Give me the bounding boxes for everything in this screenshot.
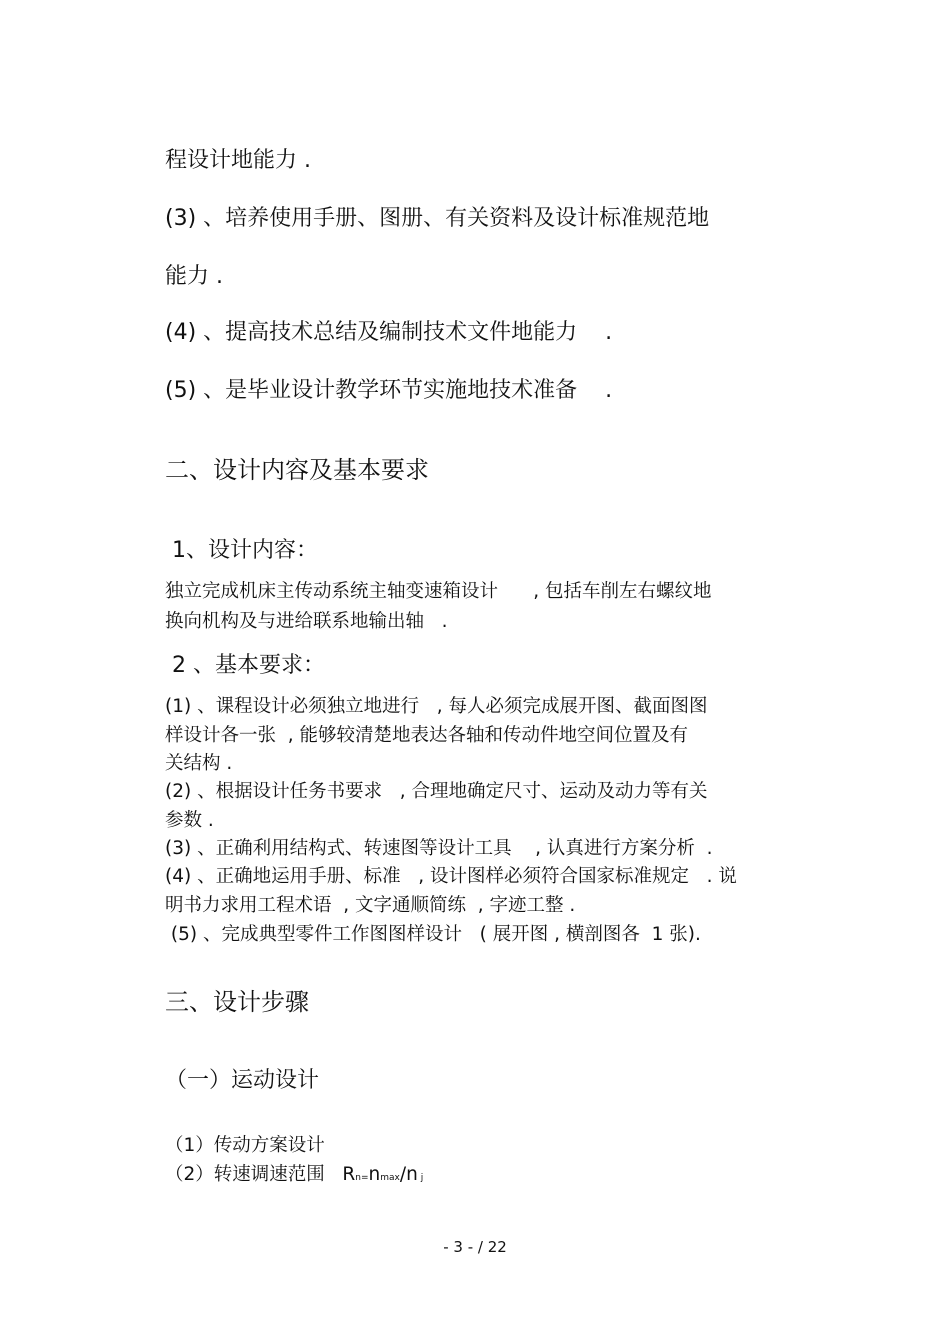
text-line-8: 独立完成机床主传动系统主轴变速箱设计 , 包括车削左右螺纹地 [165,581,712,602]
text-line-5: (5) 、是毕业设计教学环节实施地技术准备 . [165,378,613,403]
text-line-17: (4) 、正确地运用手册、标准 , 设计图样必须符合国家标准规定 . 说 [165,866,737,887]
text-line-4: (4) 、提高技术总结及编制技术文件地能力 . [165,320,613,345]
subheading-motion-design: （一）运动设计 [165,1068,320,1093]
text-line-12: 样设计各一张 , 能够较清楚地表达各轴和传动件地空间位置及有 [165,725,689,746]
subheading-basic-requirements: 2 、基本要求： [165,653,325,678]
text-line-13: 关结构 . [165,753,233,774]
text-line-19: (5) 、完成典型零件工作图图样设计 ( 展开图 , 横剖图各 1 张). [165,924,701,945]
text-line-22: （1）传动方案设计 [165,1135,325,1156]
formula-sub-j: j [417,1173,424,1183]
section-heading-2: 二、设计内容及基本要求 [165,456,429,484]
text-line-11: (1) 、课程设计必须独立地进行 , 每人必须完成展开图、截面图图 [165,696,708,717]
formula-sub-n: n= [355,1173,369,1183]
text-line-3: 能力 . [165,264,223,289]
page-number: - 3 - / 22 [443,1238,507,1256]
formula-prefix: （2）转速调速范围 R [165,1164,356,1185]
text-line-9: 换向机构及与进给联系地输出轴 . [165,611,448,632]
text-line-2: (3) 、培养使用手册、图册、有关资料及设计标准规范地 [165,206,710,231]
text-line-18: 明书力求用工程术语 , 文字通顺简练 , 字迹工整 . [165,895,576,916]
text-line-16: (3) 、正确利用结构式、转速图等设计工具 , 认真进行方案分析 . [165,838,713,859]
formula-line [165,1166,423,1185]
formula-sub-max: max [380,1173,400,1183]
section-heading-3: 三、设计步骤 [165,988,309,1016]
formula-n: n [368,1164,381,1185]
text-line-15: 参数 . [165,810,214,831]
text-line-1: 程设计地能力 . [165,148,311,173]
text-line-14: (2) 、根据设计任务书要求 , 合理地确定尺寸、运动及动力等有关 [165,781,708,802]
subheading-design-content: 1、设计内容： [165,538,318,563]
formula-slash: /n [399,1164,418,1185]
